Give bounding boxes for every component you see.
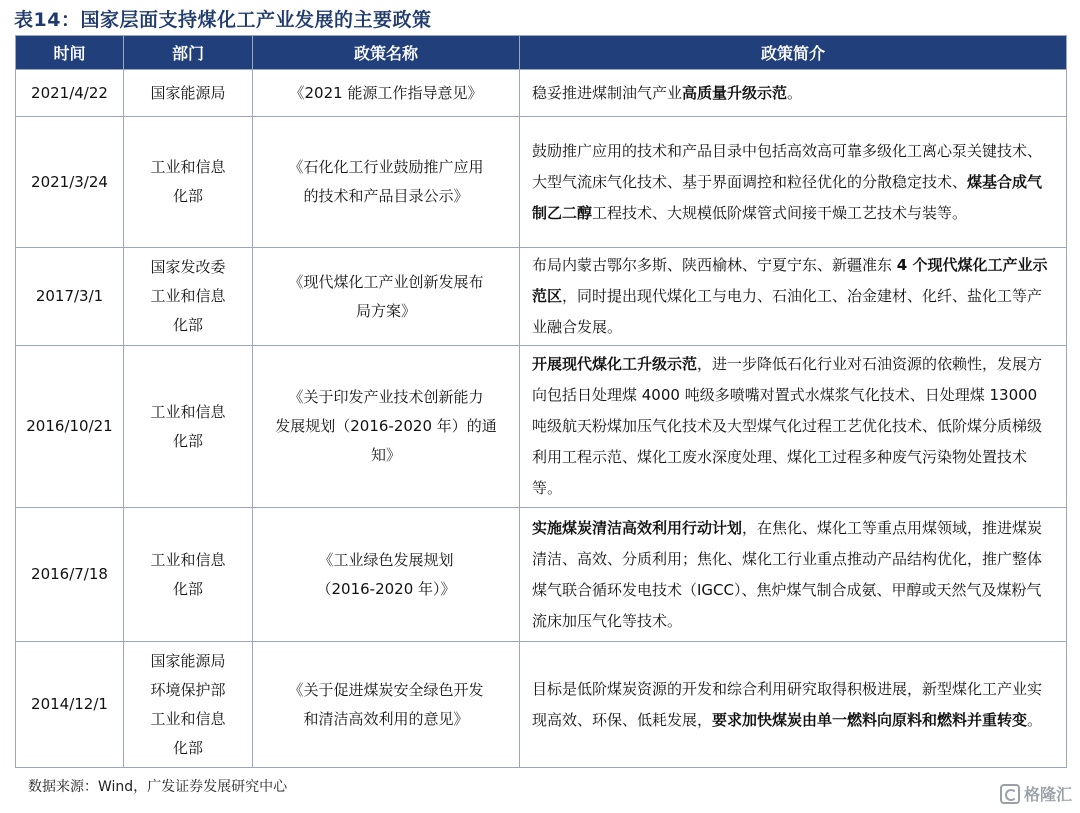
department-line: 化部 [172, 316, 203, 334]
department-line: 工业和信息 [150, 550, 226, 569]
policy-name-line: （2016-2020 年）》 [316, 579, 456, 598]
department-line: 化部 [172, 431, 203, 450]
table-row [16, 346, 1067, 508]
cell-date: 2016/7/18 [16, 508, 124, 642]
policy-name-line: 《关于促进煤炭安全绿色开发 [288, 680, 484, 699]
table-row [16, 248, 1067, 346]
summary-highlight: 开展现代煤化工升级示范 [532, 355, 698, 373]
policy-name-line: 发展规划（2016-2020 年）的通 [275, 417, 497, 435]
cell-policy-summary [520, 70, 1067, 117]
policy-name-line: 《工业绿色发展规划 [318, 550, 454, 569]
summary-text: 鼓励推广应用的技术和产品目录中包括高效高可靠多级化工离心泵关键技术、大型气流床气化技术、基于界面调控和粒径优化的分散稳定技术、 [532, 141, 1043, 191]
cell-date: 2017/3/1 [16, 248, 124, 346]
summary-text: 工程技术、大规模低阶煤管式间接干燥工艺技术与装等。 [592, 203, 968, 222]
summary-highlight: 高质量升级示范 [682, 83, 788, 102]
header-policy-summary: 政策简介 [520, 36, 1067, 70]
table-row [16, 642, 1067, 768]
table-header-row [16, 36, 1067, 70]
cell-department [124, 346, 253, 508]
cell-department [124, 508, 253, 642]
cell-policy-name [253, 117, 520, 248]
summary-highlight: 要求加快煤炭由单一燃料向原料和燃料并重转变 [712, 710, 1028, 729]
cell-department [124, 642, 253, 768]
cell-policy-summary [520, 642, 1067, 768]
cell-policy-name [253, 508, 520, 642]
summary-highlight: 实施煤炭清洁高效利用行动计划 [532, 518, 743, 537]
department-line: 国家能源局 [150, 651, 226, 670]
cell-date: 2021/3/24 [16, 117, 124, 248]
department-line: 化部 [172, 579, 203, 598]
cell-policy-name [253, 248, 520, 346]
policy-name-line: 的技术和产品目录公示》 [303, 187, 469, 205]
department-line: 国家发改委 [150, 258, 226, 276]
watermark-text: 格隆汇 [1023, 785, 1072, 804]
policy-name-line: 和清洁高效利用的意见》 [303, 709, 469, 728]
summary-highlight: 4 个现代煤化工产业示范区 [532, 256, 1048, 305]
summary-text: 。 [787, 83, 803, 102]
summary-text: ，在焦化、煤化工等重点用煤领域，推进煤炭清洁、高效、分质利用；焦化、煤化工行业重点推动产品结构优化，推广整体煤气联合循环发电技术（IGCC）、焦炉煤气制合成氨、甲醇或天然气及煤粉气流床加压气化等技术。 [532, 518, 1043, 630]
header-policy-name: 政策名称 [253, 36, 520, 70]
watermark [1000, 782, 1072, 805]
cell-department [124, 117, 253, 248]
cell-policy-name [253, 346, 520, 508]
department-line: 工业和信息 [150, 158, 226, 176]
policy-name-line: 知》 [370, 446, 401, 464]
summary-text: 稳妥推进煤制油气产业 [532, 83, 683, 102]
cell-policy-summary [520, 508, 1067, 642]
cell-department [124, 248, 253, 346]
department-line: 工业和信息 [150, 402, 226, 421]
table-row [16, 70, 1067, 117]
policy-name-line: 《现代煤化工产业创新发展布 [288, 272, 484, 291]
summary-text: 布局内蒙古鄂尔多斯、陕西榆林、宁夏宁东、新疆准东 [532, 256, 897, 274]
cell-department [124, 70, 253, 117]
data-source-note: 数据来源：Wind，广发证券发展研究中心 [28, 779, 288, 795]
department-line: 化部 [172, 187, 203, 205]
cell-date: 2021/4/22 [16, 70, 124, 117]
policy-name-line: 《关于印发产业技术创新能力 [288, 388, 484, 406]
cell-policy-summary [520, 117, 1067, 248]
table-row [16, 117, 1067, 248]
cell-policy-summary [520, 248, 1067, 346]
header-date: 时间 [16, 36, 124, 70]
policy-table [15, 35, 1067, 768]
summary-text: 目标是低阶煤炭资源的开发和综合利用研究取得积极进展，新型煤化工产业实现高效、环保、低耗发展， [532, 679, 1043, 729]
department-line: 工业和信息 [150, 287, 226, 305]
summary-text: ，进一步降低石化行业对石油资源的依赖性，发展方向包括日处理煤 4000 吨级多喷嘴对置式水煤浆气化技术、日处理煤 13000 吨级航天粉煤加压气化技术及大型煤气化过程工艺优化技术、低阶煤分质梯级利用工程示范、煤化工废水深度处理、煤化工过程多种废气污染物处置技术等。 [532, 355, 1043, 497]
cell-date: 2014/12/1 [16, 642, 124, 768]
table-title: 表14：国家层面支持煤化工产业发展的主要政策 [14, 9, 432, 31]
summary-text: 。 [1027, 710, 1043, 729]
table-row [16, 508, 1067, 642]
cell-policy-name [253, 642, 520, 768]
department-line: 环境保护部 [150, 680, 226, 699]
department-line: 工业和信息 [150, 709, 226, 728]
header-department: 部门 [124, 36, 253, 70]
gelonghui-logo-icon [1000, 784, 1020, 804]
department-line: 国家能源局 [150, 83, 226, 102]
cell-date: 2016/10/21 [16, 346, 124, 508]
cell-policy-name [253, 70, 520, 117]
policy-name-line: 《2021 能源工作指导意见》 [289, 83, 483, 102]
summary-highlight: 煤基合成气制乙二醇 [532, 172, 1043, 222]
cell-policy-summary [520, 346, 1067, 508]
policy-name-line: 局方案》 [355, 301, 416, 320]
department-line: 化部 [172, 738, 203, 757]
summary-text: ，同时提出现代煤化工与电力、石油化工、冶金建材、化纤、盐化工等产业融合发展。 [532, 287, 1043, 336]
policy-name-line: 《石化化工行业鼓励推广应用 [288, 158, 484, 176]
